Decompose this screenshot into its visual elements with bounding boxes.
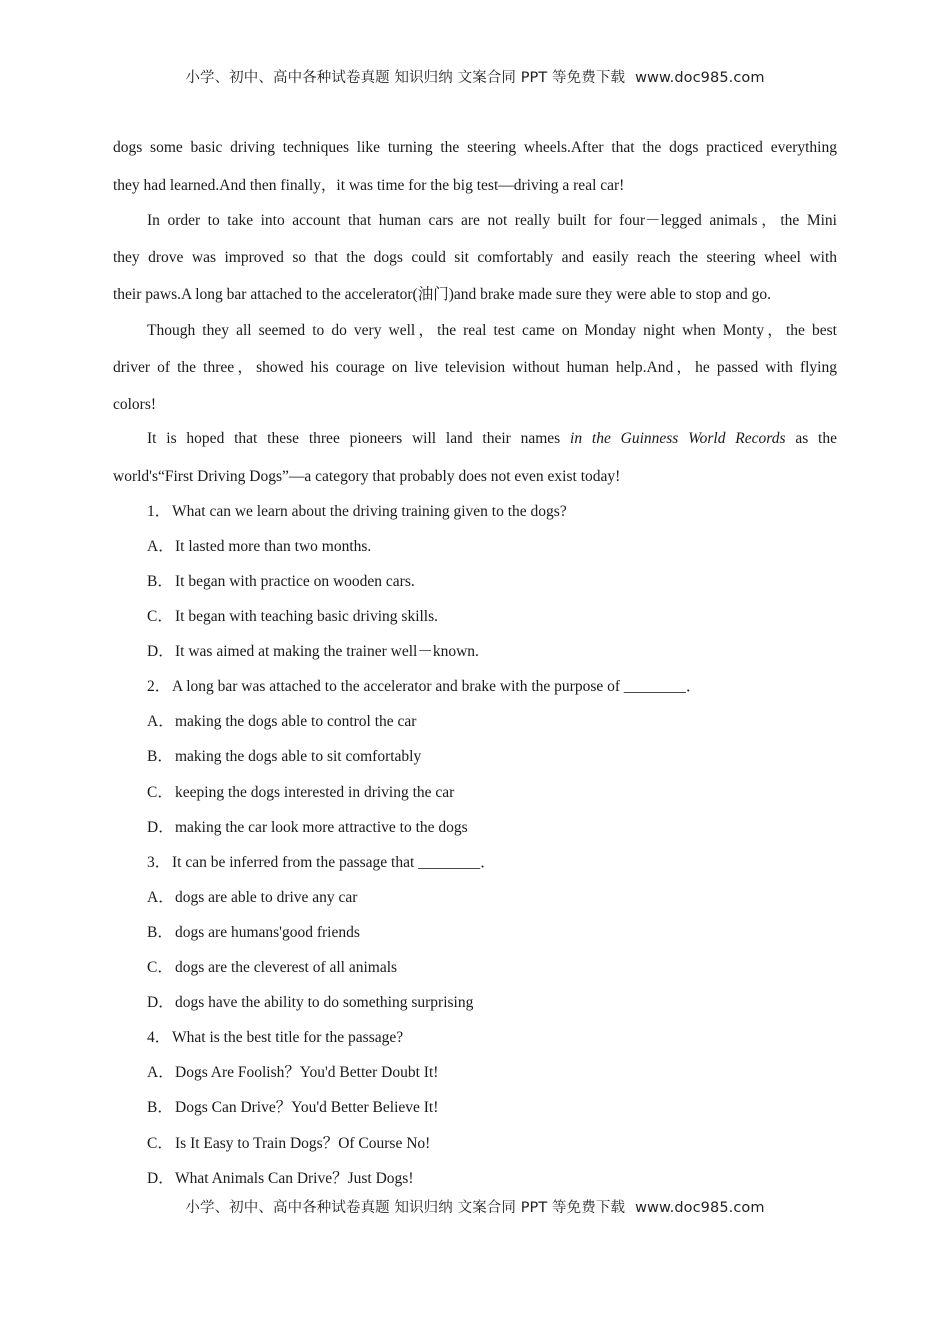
italic-title: in the Guinness World Records [570,430,786,447]
header-site-link[interactable]: www.doc985.com [635,70,765,86]
option-letter: C． [147,784,173,801]
footer-site-link[interactable]: www.doc985.com [635,1200,765,1216]
passage-line: Though they all seemed to do very well，the real test came on Monday night when Monty，the best [147,322,837,339]
option-d [147,818,871,838]
option-b [147,1098,871,1118]
passage-line: colors! [113,396,157,413]
option-letter: D． [147,1170,174,1187]
option-letter: A． [147,889,174,906]
option-a [147,712,871,732]
passage-line: driver of the three，showed his courage on live television without human help.And，he passed with flying [113,359,837,376]
option-letter: A． [147,713,174,730]
option-text: making the dogs able to sit comfortably [175,748,422,765]
option-letter: D． [147,819,174,836]
option-text: making the dogs able to control the car [175,713,417,730]
question-number: 1． [147,503,171,520]
text: It is hoped that these three pioneers will land their names [147,430,571,447]
option-text: It began with practice on wooden cars. [175,573,415,590]
option-a [147,537,871,557]
option-c [147,607,871,627]
option-letter: A． [147,538,174,555]
passage-line-guinness [147,429,837,449]
text: as the [785,430,837,447]
question-stem [147,502,871,522]
option-text: Is It Easy to Train Dogs？Of Course No! [175,1135,431,1152]
passage-line: world's“First Driving Dogs”—a category that probably does not even exist today! [113,468,621,485]
option-text: Dogs Are Foolish？You'd Better Doubt It! [175,1064,439,1081]
option-b [147,572,871,592]
question-stem [147,1028,871,1048]
passage-line: In order to take into account that human cars are not really built for four－legged animals，the Mini [147,212,837,229]
question-text: It can be inferred from the passage that ________． [172,854,496,871]
option-text: Dogs Can Drive？You'd Better Believe It! [175,1099,439,1116]
option-letter: C． [147,959,173,976]
option-d [147,993,871,1013]
option-text: It began with teaching basic driving skills. [175,608,439,625]
option-b [147,923,871,943]
option-text: What Animals Can Drive？Just Dogs! [175,1170,414,1187]
option-letter: D． [147,994,174,1011]
passage-line: dogs some basic driving techniques like turning the steering wheels.After that the dogs practiced everything [113,139,837,156]
option-text: dogs are humans'good friends [175,924,360,941]
page-footer [0,1196,950,1217]
option-c [147,1134,871,1154]
header-text: 小学、初中、高中各种试卷真题 知识归纳 文案合同 PPT 等免费下载 [185,70,626,86]
option-d [147,1169,871,1189]
option-text: It was aimed at making the trainer well－known. [175,643,479,660]
passage-line: they drove was improved so that the dogs could sit comfortably and easily reach the steering wheel with [113,249,837,266]
question-number: 2． [147,678,171,695]
question-number: 3． [147,854,171,871]
option-text: It lasted more than two months. [175,538,372,555]
question-text: A long bar was attached to the accelerator and brake with the purpose of ________． [172,678,702,695]
passage-line: they had learned.And then finally，it was time for the big test—driving a real car! [113,177,625,194]
question-text: What can we learn about the driving training given to the dogs? [172,503,567,520]
option-a [147,1063,871,1083]
question-stem [147,677,871,697]
option-letter: B． [147,573,173,590]
option-a [147,888,871,908]
option-text: dogs are the cleverest of all animals [175,959,398,976]
question-number: 4． [147,1029,171,1046]
option-letter: B． [147,748,173,765]
option-text: making the car look more attractive to the dogs [175,819,468,836]
option-letter: B． [147,924,173,941]
option-text: dogs are able to drive any car [175,889,358,906]
option-text: dogs have the ability to do something surprising [175,994,474,1011]
page-header [0,66,950,87]
option-letter: B． [147,1099,173,1116]
passage-line: their paws.A long bar attached to the accelerator(油门)and brake made sure they were able to stop and go. [113,286,772,303]
option-letter: C． [147,1135,173,1152]
option-c [147,958,871,978]
option-b [147,747,871,767]
footer-text: 小学、初中、高中各种试卷真题 知识归纳 文案合同 PPT 等免费下载 [185,1200,626,1216]
question-stem [147,853,871,873]
option-letter: A． [147,1064,174,1081]
option-c [147,783,871,803]
option-letter: C． [147,608,173,625]
option-d [147,642,871,662]
question-text: What is the best title for the passage? [172,1029,404,1046]
option-letter: D． [147,643,174,660]
option-text: keeping the dogs interested in driving the car [175,784,455,801]
